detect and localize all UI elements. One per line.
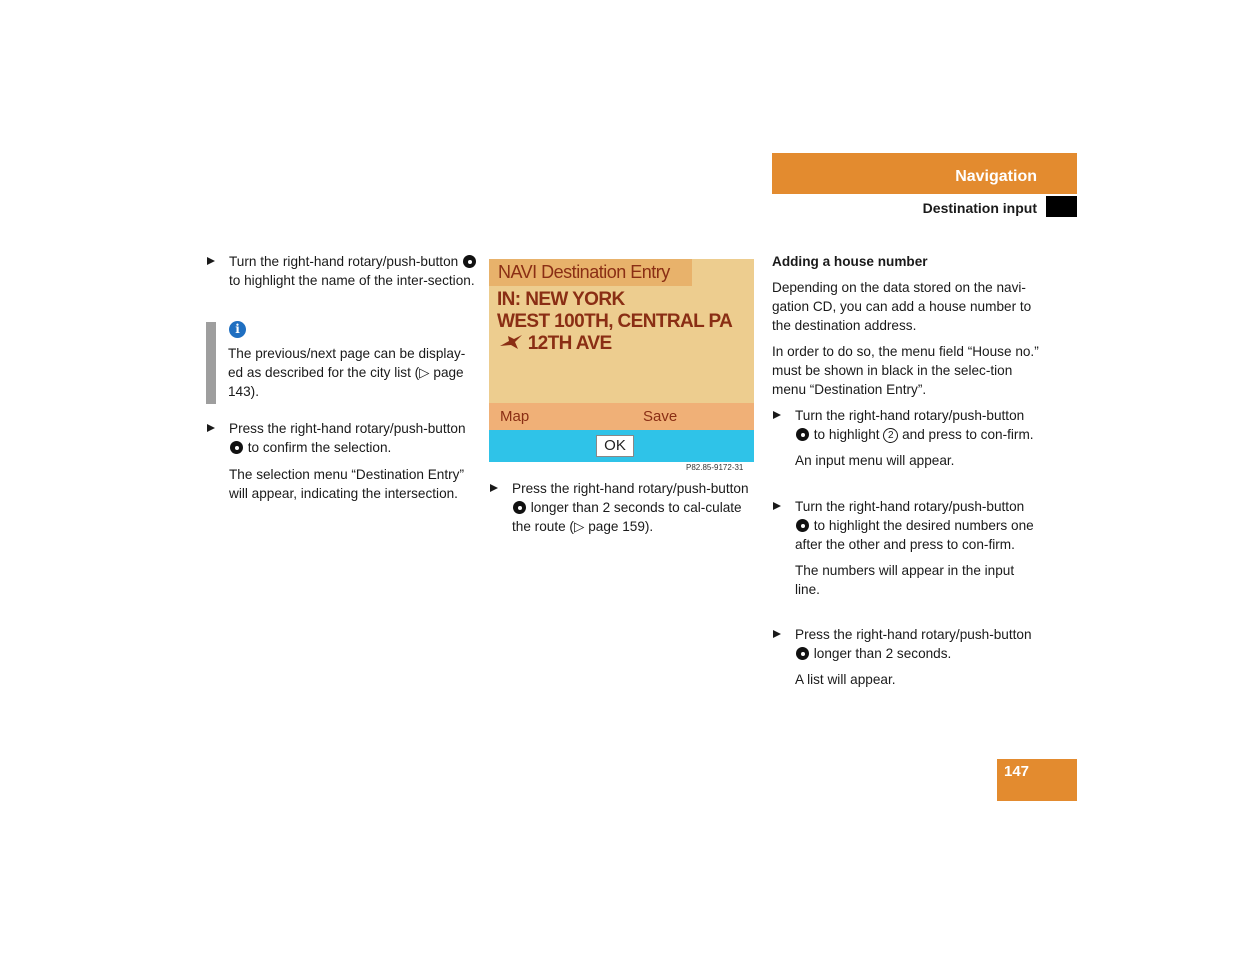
screen-street: WEST 100TH, CENTRAL PA (497, 311, 733, 332)
left-step-1 (207, 252, 477, 290)
step-result: The numbers will appear in the input line. (795, 563, 1015, 597)
section-heading: Adding a house number (772, 254, 928, 269)
right-step-3 (773, 625, 1041, 689)
page-number-box (997, 759, 1077, 801)
step-text-start: Turn the right-hand rotary/push-button (795, 408, 1025, 423)
step-result: A list will appear. (795, 672, 896, 687)
left-step-2 (207, 419, 477, 503)
screen-ok-button[interactable]: OK (596, 435, 634, 457)
bullet-arrow-icon (773, 630, 781, 638)
bullet-arrow-icon (207, 424, 215, 432)
screen-title: NAVI Destination Entry (489, 259, 692, 286)
step-result: The selection menu “Destination Entry” will appear, indicating the intersection. (229, 467, 464, 501)
info-icon: i (229, 321, 246, 338)
step-result: An input menu will appear. (795, 453, 955, 468)
rotary-button-icon (230, 441, 243, 454)
screen-menu-map[interactable]: Map (500, 408, 530, 425)
section-title: Navigation (955, 168, 1037, 185)
info-note: The previous/next page can be display-ed as described for the city list (▷ page 143). (228, 346, 466, 399)
condition-paragraph: In order to do so, the menu field “House no.” must be shown in black in the selec-tion menu “Destination Entry”. (772, 344, 1039, 397)
navigation-screen (489, 259, 754, 462)
intro-paragraph: Depending on the data stored on the navi-gation CD, you can add a house number to the destination address. (772, 280, 1032, 333)
screen-menu-save[interactable]: Save (643, 408, 678, 425)
step-text-end: to highlight the desired numbers one after the other and press to con-firm. (795, 518, 1034, 552)
right-step-1 (773, 406, 1041, 470)
screen-intersection (499, 333, 612, 355)
step-text-start: Turn the right-hand rotary/push-button (229, 254, 462, 269)
step-text-end: longer than 2 seconds. (810, 646, 952, 661)
bullet-arrow-icon (773, 411, 781, 419)
rotary-button-icon (796, 428, 809, 441)
step-text-end: to confirm the selection. (244, 440, 392, 455)
step-text-end: to highlight the name of the inter-section. (229, 273, 475, 288)
screen-bottom-bar (489, 430, 754, 462)
step-text-start: Press the right-hand rotary/push-button (795, 627, 1032, 642)
middle-step (490, 479, 756, 536)
right-step-2 (773, 497, 1041, 599)
info-sidebar (206, 322, 216, 404)
screen-cross-street: 12TH AVE (527, 333, 612, 354)
section-header-bar (772, 153, 1077, 194)
rotary-button-icon (513, 501, 526, 514)
step-text-start: Turn the right-hand rotary/push-button (795, 499, 1025, 514)
circled-number-2: 2 (883, 428, 898, 443)
bullet-arrow-icon (490, 484, 498, 492)
step-text-start: Press the right-hand rotary/push-button (512, 481, 749, 496)
step-text-end: and press to con-firm. (898, 427, 1034, 442)
step-text-end: longer than 2 seconds to cal-culate the route (▷ page 159). (512, 500, 742, 534)
screen-menu-bar (489, 403, 754, 430)
screen-city: IN: NEW YORK (497, 289, 625, 310)
step-text-start: Press the right-hand rotary/push-button (229, 421, 466, 436)
bullet-arrow-icon (773, 502, 781, 510)
figure-code: P82.85-9172-31 (686, 463, 744, 472)
subsection-title: Destination input (922, 200, 1037, 216)
rotary-button-icon (796, 519, 809, 532)
bullet-arrow-icon (207, 257, 215, 265)
intersection-icon (499, 333, 523, 351)
page-number: 147 (1004, 763, 1030, 780)
rotary-button-icon (463, 255, 476, 268)
step-text-mid: to highlight (810, 427, 884, 442)
rotary-button-icon (796, 647, 809, 660)
subsection-marker (1046, 196, 1077, 217)
